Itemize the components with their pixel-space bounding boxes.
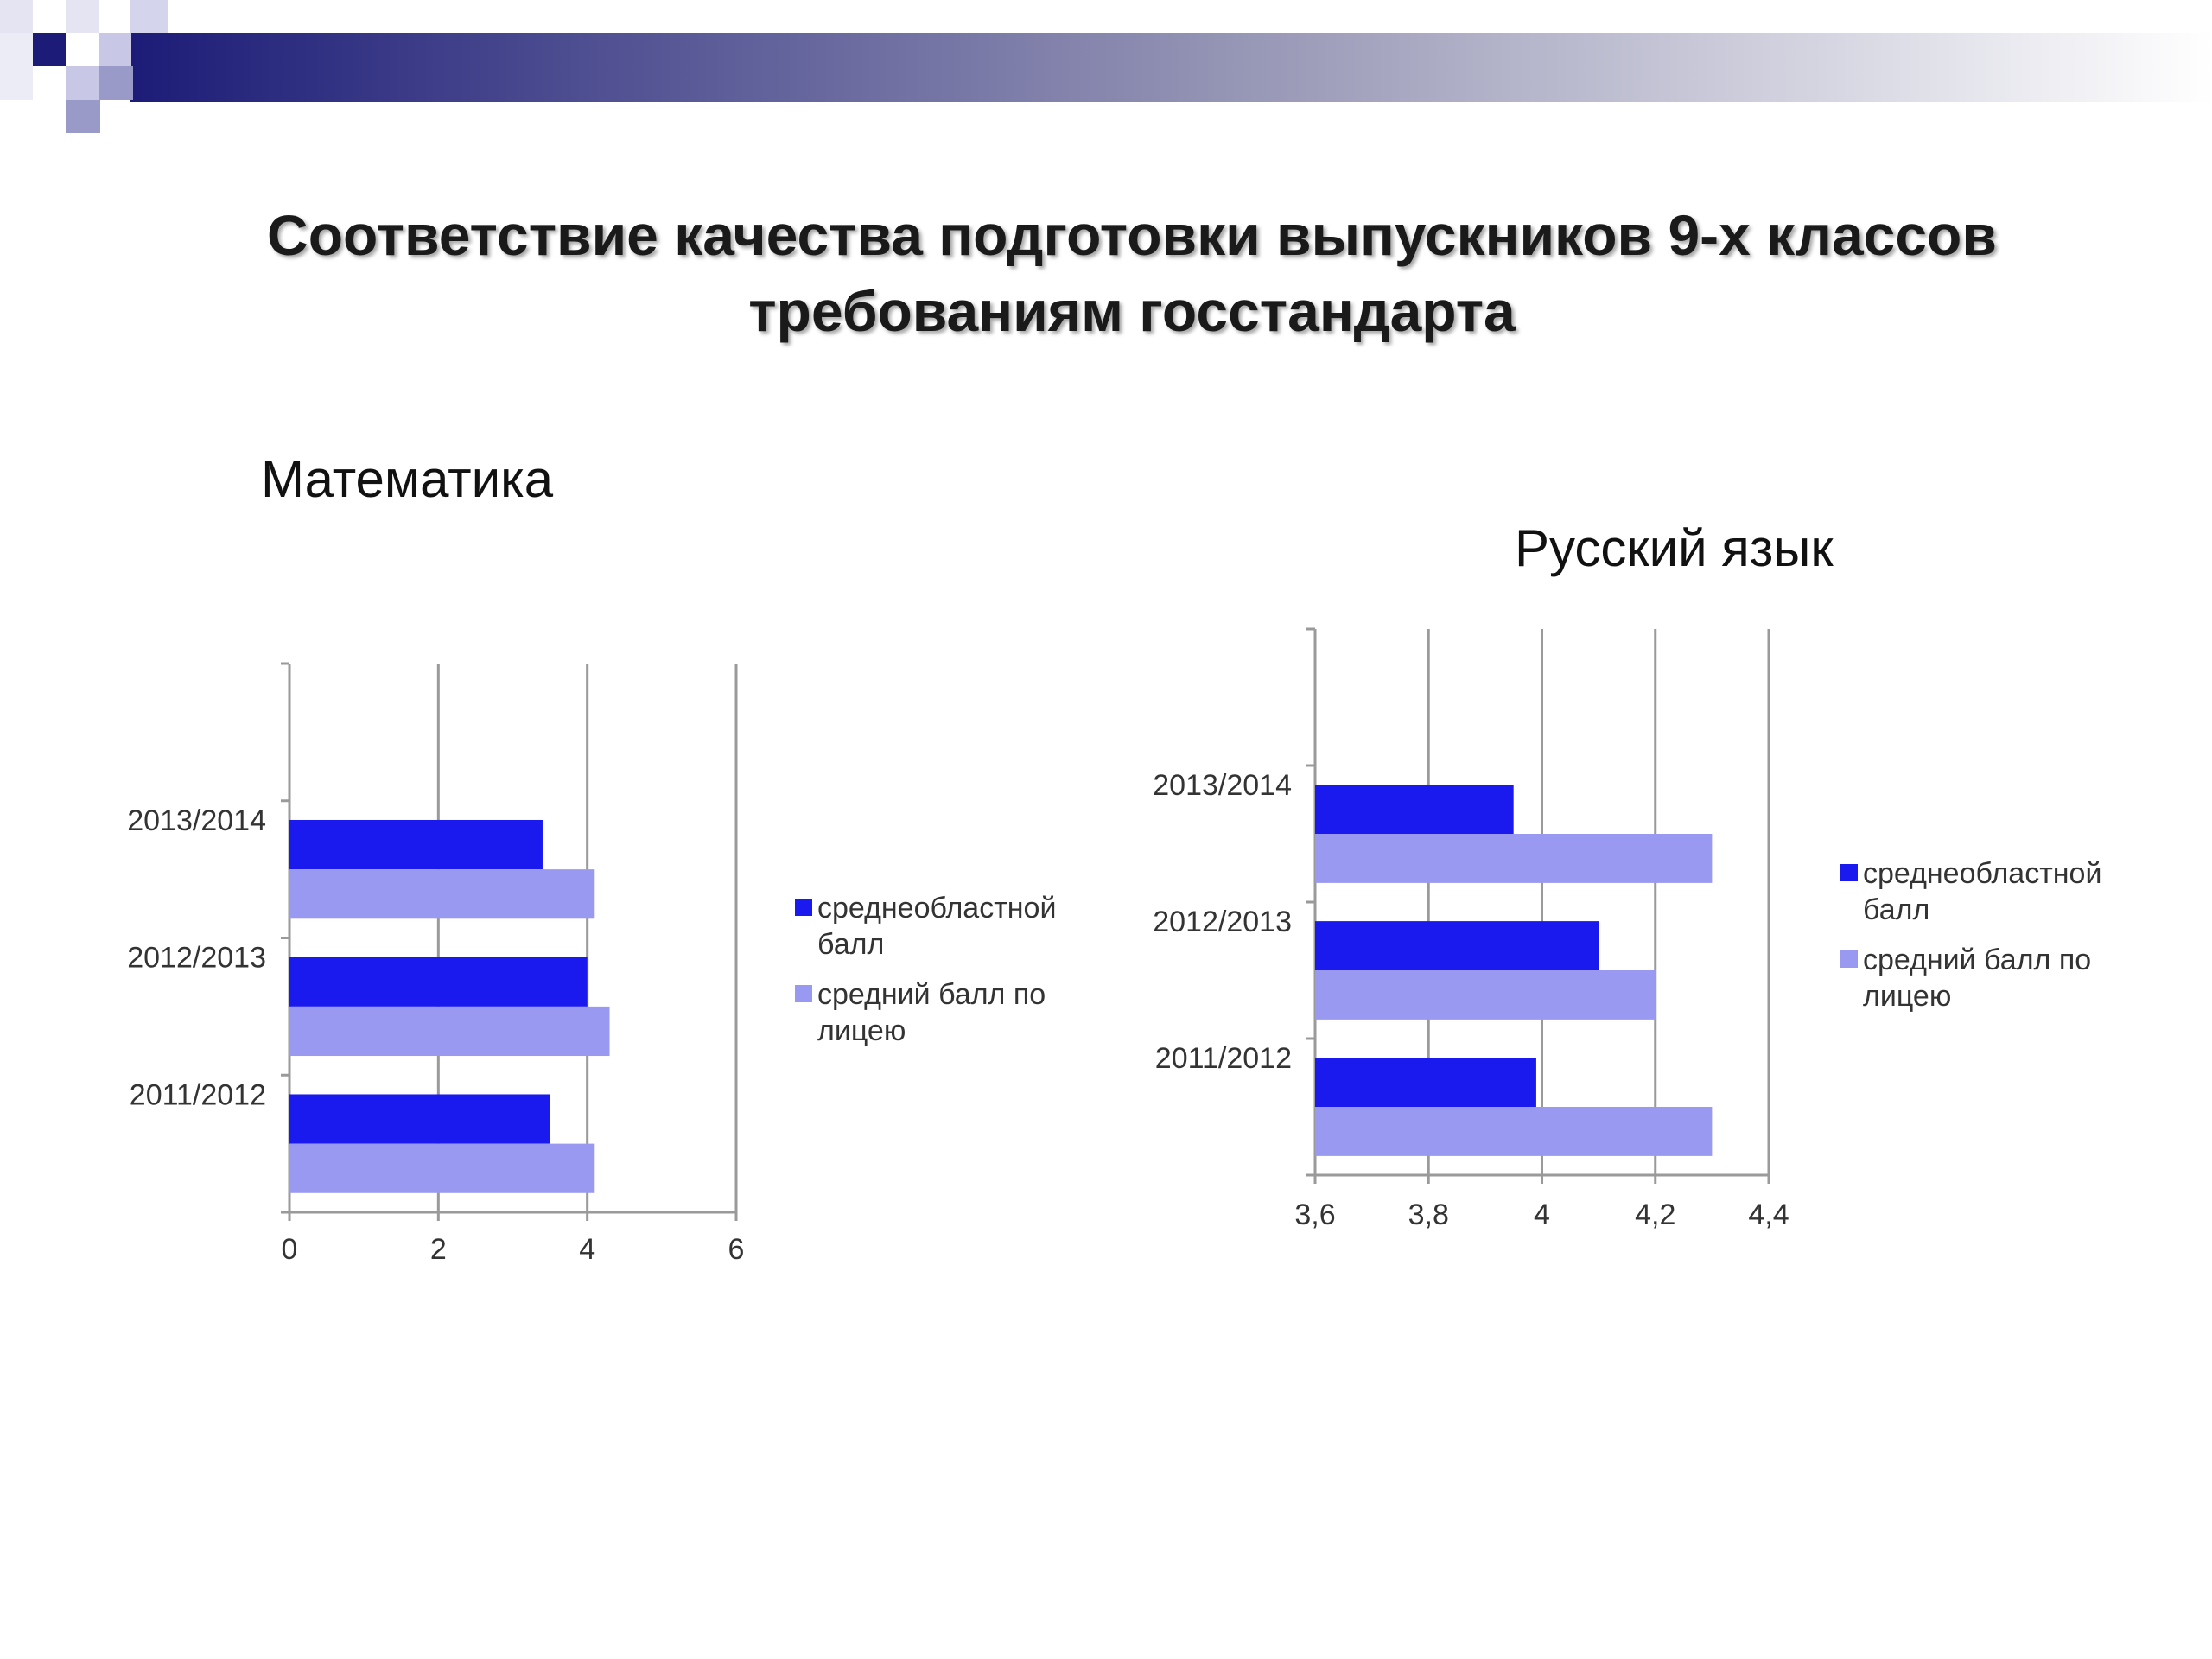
rus-bar-regional bbox=[1315, 1058, 1536, 1107]
rus-bar-lyceum bbox=[1315, 834, 1712, 883]
math-x-tick-label: 6 bbox=[728, 1233, 745, 1266]
rus-legend-label-line: балл bbox=[1863, 893, 1930, 926]
slide-title: Соответствие качества подготовки выпускников 9-х классов требованиям госстандарта bbox=[267, 203, 1997, 343]
rus-legend-label-line: среднеобластной bbox=[1863, 857, 2102, 890]
math-category-label: 2013/2014 bbox=[127, 804, 266, 837]
rus-x-tick-label: 3,8 bbox=[1408, 1198, 1449, 1231]
math-legend-label-line: среднеобластной bbox=[817, 892, 1057, 925]
rus-category-label: 2011/2012 bbox=[1154, 1042, 1292, 1076]
rus-legend-label-line: лицею bbox=[1863, 980, 1952, 1013]
rus-bar-lyceum bbox=[1315, 1107, 1712, 1156]
chart-title-math: Математика bbox=[261, 450, 554, 508]
math-x-tick-label: 0 bbox=[281, 1233, 298, 1266]
rus-legend-swatch bbox=[1840, 864, 1858, 881]
rus-x-tick-label: 4,2 bbox=[1635, 1198, 1676, 1231]
chart-title-russian: Русский язык bbox=[1515, 519, 1834, 577]
rus-legend-swatch bbox=[1840, 950, 1858, 968]
rus-x-tick-label: 4,4 bbox=[1748, 1198, 1789, 1231]
math-category-label: 2012/2013 bbox=[127, 941, 266, 975]
rus-bar-lyceum bbox=[1315, 970, 1656, 1020]
rus-legend-label-line: средний балл по bbox=[1863, 944, 2092, 976]
rus-bar-regional bbox=[1315, 785, 1514, 834]
rus-legend-label bbox=[1863, 857, 2101, 926]
rus-legend-label bbox=[1863, 944, 2091, 1013]
math-x-tick-label: 4 bbox=[579, 1233, 596, 1266]
rus-category-label: 2013/2014 bbox=[1153, 769, 1292, 803]
math-legend-label-line: лицею bbox=[817, 1014, 906, 1047]
math-legend-label-line: средний балл по bbox=[817, 978, 1046, 1011]
math-x-tick-label: 2 bbox=[429, 1233, 447, 1266]
rus-x-tick-label: 4 bbox=[1534, 1198, 1550, 1231]
rus-category-label: 2012/2013 bbox=[1153, 906, 1292, 939]
math-legend-label-line: балл bbox=[817, 928, 885, 961]
rus-x-tick-label: 3,6 bbox=[1294, 1198, 1336, 1231]
rus-bar-regional bbox=[1315, 921, 1599, 970]
math-category-label: 2011/2012 bbox=[129, 1078, 266, 1112]
